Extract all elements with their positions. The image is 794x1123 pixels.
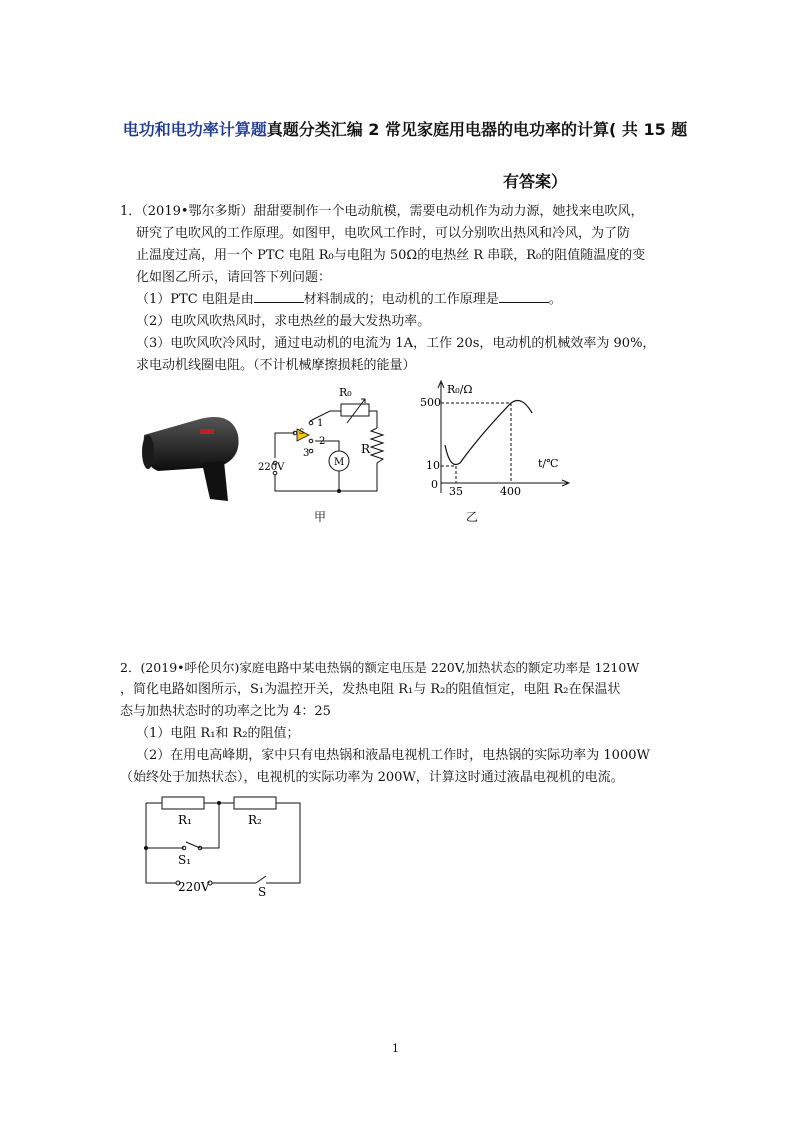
tick-35: 35	[449, 485, 463, 498]
title-tail: 有答案）	[502, 172, 567, 191]
label-3: 3	[303, 448, 310, 459]
circuit-diagram-jia	[255, 383, 390, 500]
q2-sub1: （1）电阻 R₁和 R₂的阻值；	[136, 726, 300, 741]
figure-label-jia: 甲	[314, 510, 327, 524]
label-m: M	[334, 457, 345, 468]
label-r0: R₀	[339, 386, 352, 399]
question-2	[120, 657, 680, 789]
label-220v-q2: 220V	[178, 880, 210, 894]
q1-line: 止温度过高，用一个 PTC 电阻 R₀与电阻为 50Ω的电热丝 R 串联，R₀的阻值随温度的变	[136, 248, 646, 263]
label-r: R	[361, 442, 371, 456]
q2-line: 2．(2019•呼伦贝尔)家庭电路中某电热锅的额定电压是 220V,加热状态的额定功率是 1210W	[120, 660, 640, 675]
question-1	[120, 201, 680, 377]
tick-400: 400	[500, 485, 521, 498]
page-title	[120, 104, 690, 208]
graph-ylabel: R₀/Ω	[447, 383, 473, 396]
figure-label-yi: 乙	[466, 510, 479, 524]
page-number: 1	[392, 1042, 399, 1055]
circuit-diagram-q2	[138, 790, 308, 900]
q1-sub2: （2）电吹风吹热风时，求电热丝的最大发热功率。	[136, 314, 431, 329]
q1-line: 1．（2019•鄂尔多斯）甜甜要制作一个电动航模，需要电动机作为动力源，她找来电吹风，	[120, 204, 644, 219]
tick-0: 0	[431, 478, 438, 491]
tick-10: 10	[426, 459, 440, 472]
answer-blank[interactable]	[499, 290, 549, 303]
q2-sub2: （2）在用电高峰期，家中只有电热锅和液晶电视机工作时，电热锅的实际功率为 1000W	[136, 748, 650, 763]
label-s-q2: S	[258, 885, 267, 899]
r0-curve	[445, 401, 532, 465]
label-r2: R₂	[248, 813, 262, 827]
tick-500: 500	[420, 396, 441, 409]
graph-xlabel: t/℃	[538, 457, 559, 470]
label-s1: S₁	[178, 853, 192, 867]
q1-sub3: （3）电吹风吹冷风时，通过电动机的电流为 1A，工作 20s，电动机的机械效率为 90%，	[136, 336, 656, 351]
label-1: 1	[317, 418, 324, 429]
resistor-r2	[234, 797, 276, 809]
q1-line: 化如图乙所示，请回答下列问题：	[136, 270, 332, 285]
hair-dryer-image	[140, 405, 250, 505]
q1-sub3-cont: 求电动机线圈电阻。（不计机械摩擦损耗的能量）	[136, 358, 416, 373]
label-s: s	[299, 426, 305, 437]
q2-line: ，简化电路如图所示，S₁为温控开关，发热电阻 R₁与 R₂的阻值恒定，电阻 R₂在保温状	[120, 682, 621, 697]
label-220v: 220V	[258, 462, 285, 473]
q2-sub2-cont: （始终处于加热状态），电视机的实际功率为 200W，计算这时通过液晶电视机的电流。	[120, 770, 624, 785]
q1-sub1: （1）PTC 电阻是由 材料制成的；电动机的工作原理是 。	[136, 292, 562, 307]
label-r1: R₁	[178, 813, 192, 827]
title-main: 真题分类汇编 2 常见家庭用电器的电功率的计算( 共 15 题	[266, 120, 688, 139]
ptc-resistor-r0	[341, 404, 369, 416]
title-highlight: 电功和电功率计算题	[122, 120, 267, 139]
graph-r0-vs-t	[420, 375, 590, 500]
q2-line: 态与加热状态时的功率之比为 4：25	[120, 704, 331, 719]
label-2: 2	[319, 436, 326, 447]
resistor-r1	[162, 797, 204, 809]
answer-blank[interactable]	[254, 290, 304, 303]
q1-line: 研究了电吹风的工作原理。如图甲，电吹风工作时，可以分别吹出热风和冷风，为了防	[136, 226, 631, 241]
